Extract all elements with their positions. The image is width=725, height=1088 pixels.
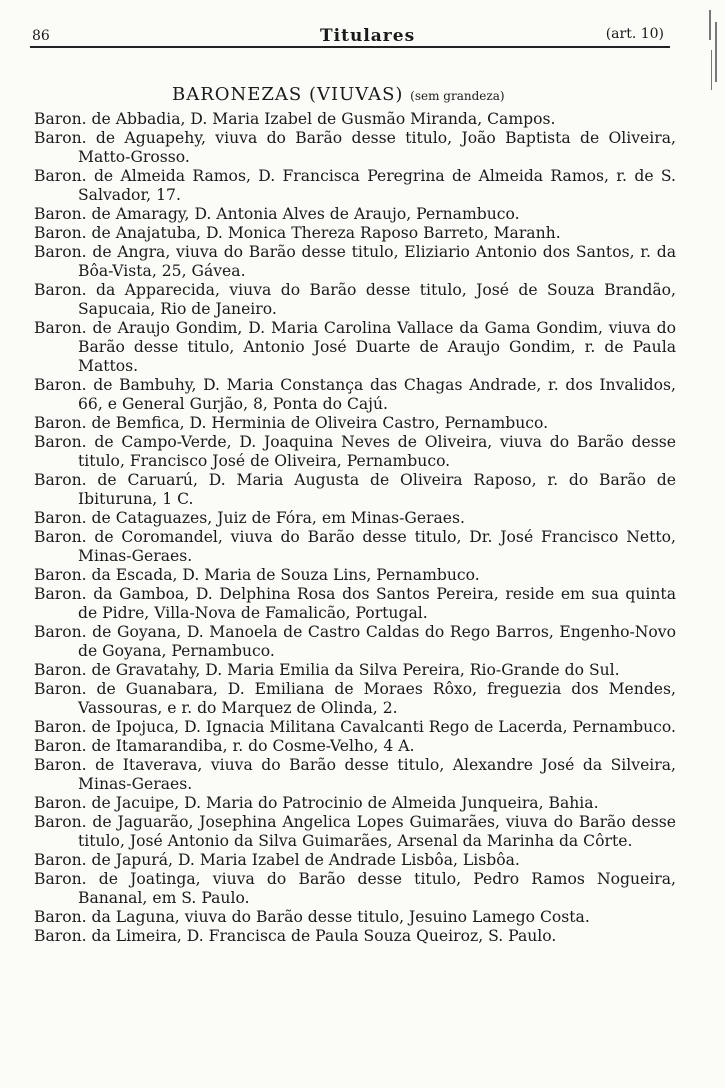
entry-item: Baron. de Goyana, D. Manoela de Castro Caldas do Rego Barros, Engenho-Novo de Goyana, Pernambuco. [34, 623, 676, 660]
entry-item: Baron. de Amaragy, D. Antonia Alves de Araujo, Pernambuco. [34, 205, 520, 223]
entry-item: Baron. de Japurá, D. Maria Izabel de Andrade Lisbôa, Lisbôa. [34, 851, 520, 869]
entry-item: Baron. de Gravatahy, D. Maria Emilia da Silva Pereira, Rio-Grande do Sul. [34, 661, 620, 679]
section-title-text: BARONEZAS (VIUVAS) [172, 84, 404, 105]
entry-item: Baron. de Cataguazes, Juiz de Fóra, em Minas-Geraes. [34, 509, 465, 527]
entry-item: Baron. de Angra, viuva do Barão desse titulo, Eliziario Antonio dos Santos, r. da Bôa-Vista, 25, Gávea. [34, 243, 676, 280]
section-title [172, 84, 505, 105]
entry-item: Baron. de Jaguarão, Josephina Angelica Lopes Guimarães, viuva do Barão desse titulo, José Antonio da Silva Guimarães, Arsenal da Marinha da Côrte. [34, 813, 676, 850]
entry-item: Baron. de Abbadia, D. Maria Izabel de Gusmão Miranda, Campos. [34, 110, 556, 128]
entry-item: Baron. de Itaverava, viuva do Barão desse titulo, Alexandre José da Silveira, Minas-Geraes. [34, 756, 676, 793]
entry-item: Baron. de Anajatuba, D. Monica Thereza Raposo Barreto, Maranh. [34, 224, 561, 242]
entry-item: Baron. de Caruarú, D. Maria Augusta de Oliveira Raposo, r. do Barão de Ibituruna, 1 C. [34, 471, 676, 508]
entry-item: Baron. da Limeira, D. Francisca de Paula Souza Queiroz, S. Paulo. [34, 927, 557, 945]
entry-item: Baron. da Escada, D. Maria de Souza Lins, Pernambuco. [34, 566, 480, 584]
entry-item: Baron. de Coromandel, viuva do Barão desse titulo, Dr. José Francisco Netto, Minas-Geraes. [34, 528, 676, 565]
entry-item: Baron. de Jacuipe, D. Maria do Patrocinio de Almeida Junqueira, Bahia. [34, 794, 599, 812]
entry-item: Baron. de Almeida Ramos, D. Francisca Peregrina de Almeida Ramos, r. de S. Salvador, 17. [34, 167, 676, 204]
entry-item: Baron. de Ipojuca, D. Ignacia Militana Cavalcanti Rego de Lacerda, Pernambuco. [34, 718, 676, 736]
entry-item: Baron. de Bambuhy, D. Maria Constança das Chagas Andrade, r. dos Invalidos, 66, e General Gurjão, 8, Ponta do Cajú. [34, 376, 676, 413]
article-reference: (art. 10) [605, 26, 664, 42]
section-subtitle: (sem grandeza) [410, 89, 505, 103]
entry-item: Baron. da Apparecida, viuva do Barão desse titulo, José de Souza Brandão, Sapucaia, Rio de Janeiro. [34, 281, 676, 318]
running-title: Titulares [320, 26, 416, 46]
entry-list [34, 110, 676, 946]
entry-item: Baron. de Bemfica, D. Herminia de Oliveira Castro, Pernambuco. [34, 414, 549, 432]
entry-item: Baron. de Campo-Verde, D. Joaquina Neves de Oliveira, viuva do Barão desse titulo, Francisco José de Oliveira, Pernambuco. [34, 433, 676, 470]
page-header [30, 22, 670, 48]
entry-item: Baron. de Aguapehy, viuva do Barão desse titulo, João Baptista de Oliveira, Matto-Grosso. [34, 129, 676, 166]
page-number: 86 [32, 28, 50, 44]
entry-item: Baron. da Gamboa, D. Delphina Rosa dos Santos Pereira, reside em sua quinta de Pidre, Villa-Nova de Famalicão, Portugal. [34, 585, 676, 622]
entry-item: Baron. de Guanabara, D. Emiliana de Moraes Rôxo, freguezia dos Mendes, Vassouras, e r. do Marquez de Olinda, 2. [34, 680, 676, 717]
entry-item: Baron. de Joatinga, viuva do Barão desse titulo, Pedro Ramos Nogueira, Bananal, em S. Paulo. [34, 870, 676, 907]
entry-item: Baron. da Laguna, viuva do Barão desse titulo, Jesuino Lamego Costa. [34, 908, 590, 926]
entry-item: Baron. de Itamarandiba, r. do Cosme-Velho, 4 A. [34, 737, 415, 755]
margin-noise [705, 10, 721, 100]
entry-item: Baron. de Araujo Gondim, D. Maria Carolina Vallace da Gama Gondim, viuva do Barão desse titulo, Antonio José Duarte de Araujo Gondim, r. de Paula Mattos. [34, 319, 676, 375]
